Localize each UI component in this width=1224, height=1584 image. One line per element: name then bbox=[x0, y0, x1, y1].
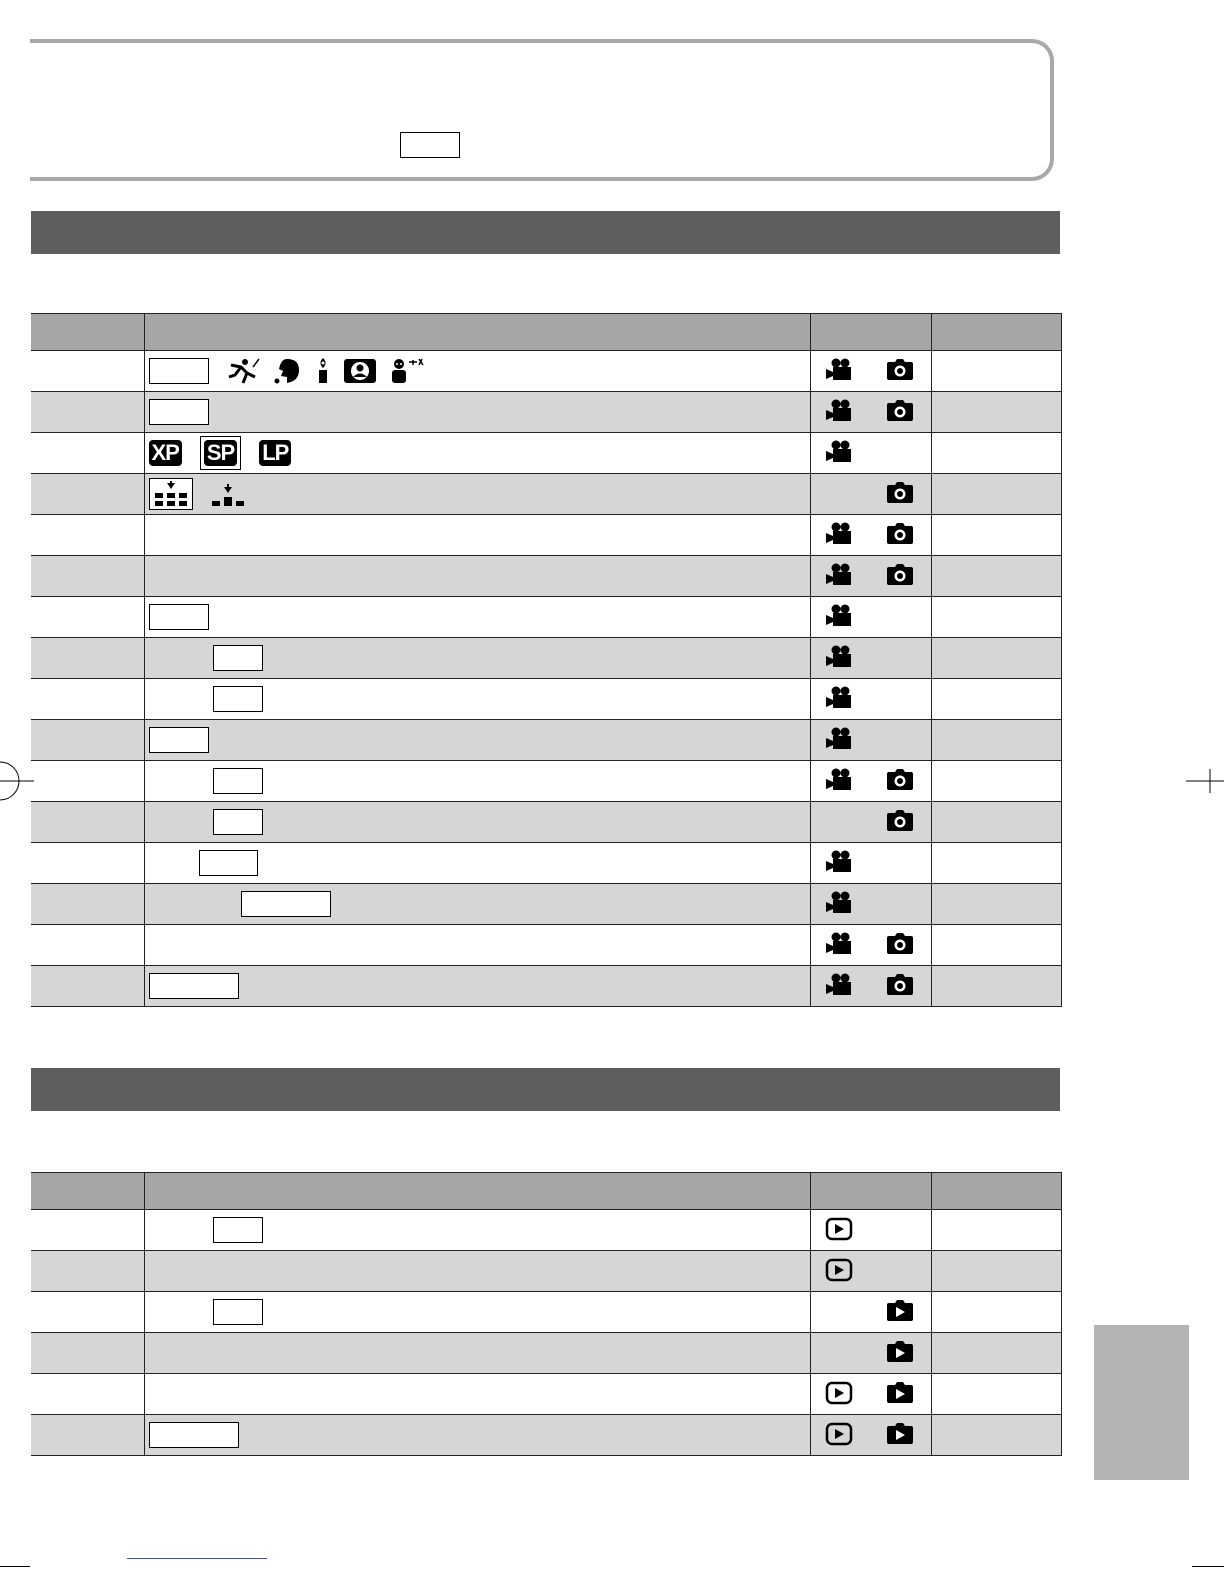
setting-cell bbox=[144, 1210, 810, 1251]
setting-cell bbox=[144, 597, 810, 638]
item-cell bbox=[31, 1251, 144, 1292]
item-cell bbox=[31, 720, 144, 761]
play-photo-icon bbox=[886, 1381, 916, 1407]
page-cell bbox=[931, 1251, 1061, 1292]
setting-cell bbox=[144, 515, 810, 556]
page-cell bbox=[931, 802, 1061, 843]
item-cell bbox=[31, 1210, 144, 1251]
surf-snow-mode-icon bbox=[389, 357, 427, 385]
page-cell bbox=[931, 1374, 1061, 1415]
quality-label: SP bbox=[204, 440, 237, 466]
mode-cell bbox=[810, 392, 931, 433]
placeholder-box bbox=[149, 1422, 239, 1448]
page-cell bbox=[931, 761, 1061, 802]
setting-cell bbox=[144, 433, 810, 474]
mode-cell bbox=[810, 556, 931, 597]
table-row bbox=[31, 433, 1061, 474]
setting-cell bbox=[144, 474, 810, 515]
placeholder-box bbox=[213, 768, 263, 794]
page-cell bbox=[931, 843, 1061, 884]
play-movie-icon bbox=[825, 1217, 855, 1243]
page-cell bbox=[931, 720, 1061, 761]
page-cell bbox=[931, 679, 1061, 720]
table-header-row bbox=[31, 314, 1061, 351]
table-row bbox=[31, 1292, 1061, 1333]
table-row bbox=[31, 720, 1061, 761]
setting-cell bbox=[144, 392, 810, 433]
picture-size-large-icon bbox=[154, 481, 188, 507]
movie-camera-icon bbox=[825, 399, 855, 425]
registration-mark-left bbox=[0, 760, 36, 802]
setting-cell bbox=[144, 761, 810, 802]
setting-cell bbox=[144, 925, 810, 966]
table-row bbox=[31, 474, 1061, 515]
item-cell bbox=[31, 556, 144, 597]
footer-link-rule bbox=[127, 1558, 267, 1559]
movie-camera-icon bbox=[825, 850, 855, 876]
still-camera-icon bbox=[886, 768, 916, 794]
mode-cell bbox=[810, 351, 931, 392]
table-row bbox=[31, 679, 1061, 720]
table-row bbox=[31, 1333, 1061, 1374]
setting-cell bbox=[144, 1374, 810, 1415]
table-row bbox=[31, 966, 1061, 1007]
mode-cell bbox=[810, 1292, 931, 1333]
table-row bbox=[31, 597, 1061, 638]
table-header-row bbox=[31, 1173, 1061, 1210]
page-cell bbox=[931, 556, 1061, 597]
mode-cell bbox=[810, 925, 931, 966]
mode-cell bbox=[810, 433, 931, 474]
item-cell bbox=[31, 392, 144, 433]
page-cell bbox=[931, 392, 1061, 433]
table-row bbox=[31, 843, 1061, 884]
portrait-mode-icon bbox=[273, 357, 303, 385]
movie-camera-icon bbox=[825, 604, 855, 630]
placeholder-box bbox=[213, 1299, 263, 1325]
setting-cell bbox=[144, 1292, 810, 1333]
still-camera-icon bbox=[886, 522, 916, 548]
placeholder-box bbox=[199, 850, 258, 876]
still-camera-icon bbox=[886, 358, 916, 384]
note-box bbox=[30, 39, 1054, 181]
page-cell bbox=[931, 966, 1061, 1007]
page-cell bbox=[931, 597, 1061, 638]
setting-cell bbox=[144, 1333, 810, 1374]
mode-cell bbox=[810, 1210, 931, 1251]
page-cell bbox=[931, 351, 1061, 392]
mode-cell bbox=[810, 679, 931, 720]
picture-size-small-icon bbox=[211, 481, 245, 507]
placeholder-box bbox=[149, 973, 239, 999]
movie-camera-icon bbox=[825, 727, 855, 753]
item-cell bbox=[31, 884, 144, 925]
mode-cell bbox=[810, 474, 931, 515]
table-row bbox=[31, 556, 1061, 597]
mode-cell bbox=[810, 761, 931, 802]
low-light-mode-icon bbox=[343, 357, 377, 385]
mode-cell bbox=[810, 843, 931, 884]
page-cell bbox=[931, 1415, 1061, 1456]
placeholder-box bbox=[213, 809, 263, 835]
page-cell bbox=[931, 1210, 1061, 1251]
still-camera-icon bbox=[886, 932, 916, 958]
item-cell bbox=[31, 597, 144, 638]
setting-cell bbox=[144, 843, 810, 884]
table-row bbox=[31, 515, 1061, 556]
movie-camera-icon bbox=[825, 686, 855, 712]
setting-cell bbox=[144, 679, 810, 720]
page-cell bbox=[931, 1292, 1061, 1333]
mode-cell bbox=[810, 966, 931, 1007]
movie-camera-icon bbox=[825, 932, 855, 958]
spotlight-mode-icon bbox=[315, 357, 331, 385]
movie-camera-icon bbox=[825, 973, 855, 999]
still-camera-icon bbox=[886, 563, 916, 589]
table-row bbox=[31, 802, 1061, 843]
movie-camera-icon bbox=[825, 891, 855, 917]
table-row bbox=[31, 351, 1061, 392]
playback-menu-table bbox=[31, 1172, 1062, 1456]
mode-cell bbox=[810, 802, 931, 843]
mode-cell bbox=[810, 515, 931, 556]
table-row bbox=[31, 761, 1061, 802]
item-cell bbox=[31, 1333, 144, 1374]
selected-quality-frame bbox=[200, 436, 241, 470]
placeholder-box bbox=[400, 132, 460, 158]
movie-camera-icon bbox=[825, 358, 855, 384]
setting-cell bbox=[144, 638, 810, 679]
setting-cell bbox=[144, 1251, 810, 1292]
item-cell bbox=[31, 638, 144, 679]
setting-cell bbox=[144, 884, 810, 925]
play-photo-icon bbox=[886, 1422, 916, 1448]
table-row bbox=[31, 1210, 1061, 1251]
table-row bbox=[31, 1374, 1061, 1415]
page-cell bbox=[931, 638, 1061, 679]
picture-size-frame bbox=[149, 478, 193, 510]
recording-section-bar bbox=[31, 211, 1060, 254]
setting-cell bbox=[144, 802, 810, 843]
quality-label: XP bbox=[149, 440, 182, 466]
mode-cell bbox=[810, 1333, 931, 1374]
item-cell bbox=[31, 433, 144, 474]
item-cell bbox=[31, 1292, 144, 1333]
movie-camera-icon bbox=[825, 563, 855, 589]
placeholder-box bbox=[149, 727, 209, 753]
item-cell bbox=[31, 1415, 144, 1456]
bottom-rule bbox=[0, 1566, 30, 1567]
item-cell bbox=[31, 679, 144, 720]
still-camera-icon bbox=[886, 973, 916, 999]
still-camera-icon bbox=[886, 399, 916, 425]
placeholder-box bbox=[213, 1217, 263, 1243]
item-cell bbox=[31, 802, 144, 843]
sports-mode-icon bbox=[225, 357, 261, 385]
recording-menu-table bbox=[31, 313, 1062, 1007]
item-cell bbox=[31, 515, 144, 556]
play-photo-icon bbox=[886, 1299, 916, 1325]
movie-camera-icon bbox=[825, 522, 855, 548]
mode-cell bbox=[810, 720, 931, 761]
placeholder-box bbox=[149, 358, 209, 384]
mode-cell bbox=[810, 884, 931, 925]
placeholder-box bbox=[213, 645, 263, 671]
setting-cell bbox=[144, 351, 810, 392]
setting-cell bbox=[144, 556, 810, 597]
item-cell bbox=[31, 761, 144, 802]
table-row bbox=[31, 1415, 1061, 1456]
mode-cell bbox=[810, 597, 931, 638]
placeholder-box bbox=[149, 399, 209, 425]
mode-cell bbox=[810, 1415, 931, 1456]
setting-cell bbox=[144, 966, 810, 1007]
page-cell bbox=[931, 1333, 1061, 1374]
movie-camera-icon bbox=[825, 440, 855, 466]
play-movie-icon bbox=[825, 1258, 855, 1284]
mode-cell bbox=[810, 638, 931, 679]
table-row bbox=[31, 884, 1061, 925]
item-cell bbox=[31, 966, 144, 1007]
quality-label: LP bbox=[259, 440, 291, 466]
side-index-tab bbox=[1094, 1325, 1189, 1480]
item-cell bbox=[31, 474, 144, 515]
page-cell bbox=[931, 515, 1061, 556]
placeholder-box bbox=[241, 891, 331, 917]
table-row bbox=[31, 1251, 1061, 1292]
play-movie-icon bbox=[825, 1381, 855, 1407]
movie-camera-icon bbox=[825, 645, 855, 671]
still-camera-icon bbox=[886, 481, 916, 507]
registration-mark-right bbox=[1186, 766, 1224, 796]
playback-section-bar bbox=[31, 1068, 1060, 1111]
page-cell bbox=[931, 474, 1061, 515]
item-cell bbox=[31, 351, 144, 392]
setting-cell bbox=[144, 1415, 810, 1456]
page-cell bbox=[931, 433, 1061, 474]
table-row bbox=[31, 925, 1061, 966]
page-cell bbox=[931, 925, 1061, 966]
item-cell bbox=[31, 843, 144, 884]
mode-cell bbox=[810, 1251, 931, 1292]
placeholder-box bbox=[149, 604, 209, 630]
item-cell bbox=[31, 925, 144, 966]
still-camera-icon bbox=[886, 809, 916, 835]
movie-camera-icon bbox=[825, 768, 855, 794]
table-row bbox=[31, 392, 1061, 433]
setting-cell bbox=[144, 720, 810, 761]
play-movie-icon bbox=[825, 1422, 855, 1448]
page-cell bbox=[931, 884, 1061, 925]
table-row bbox=[31, 638, 1061, 679]
item-cell bbox=[31, 1374, 144, 1415]
mode-cell bbox=[810, 1374, 931, 1415]
play-photo-icon bbox=[886, 1340, 916, 1366]
bottom-rule bbox=[1192, 1566, 1224, 1567]
placeholder-box bbox=[213, 686, 263, 712]
